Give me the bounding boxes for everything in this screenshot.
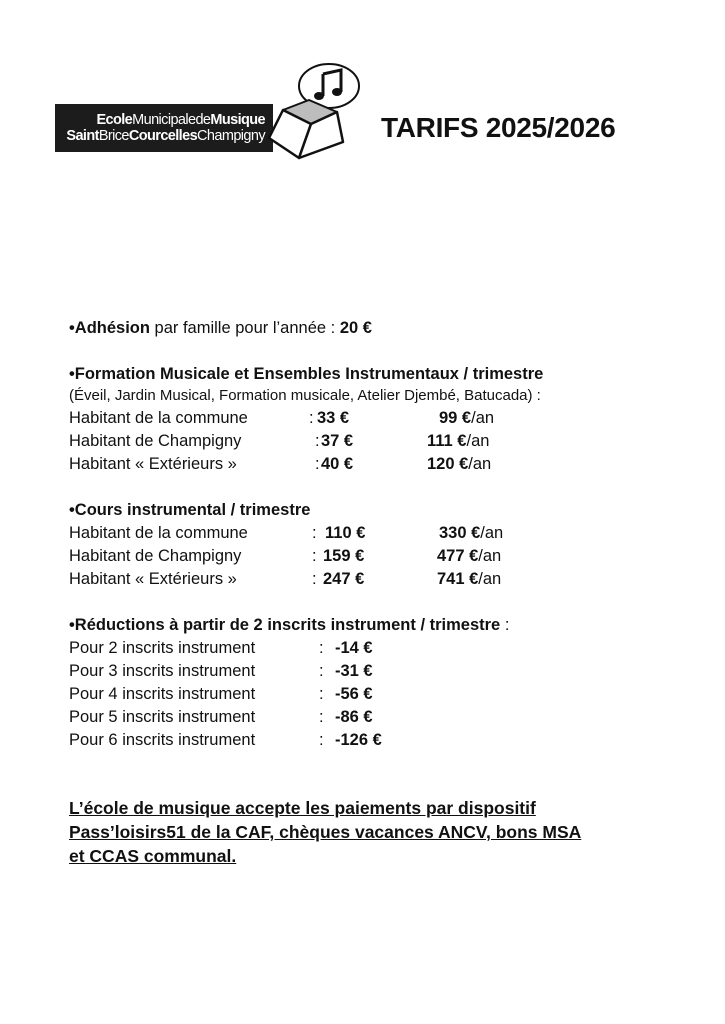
row-discount: -126 €: [335, 731, 382, 749]
row-year-price: 330 €: [439, 524, 481, 542]
row-price: 110 €: [325, 524, 366, 542]
row-discount: -14 €: [335, 639, 373, 657]
row-colon: :: [319, 662, 324, 680]
logo-word: Brice: [98, 128, 129, 144]
row-unit: /an: [478, 547, 502, 565]
reduction-row: [69, 661, 669, 681]
cours-row: [69, 523, 669, 543]
row-colon: :: [319, 731, 324, 749]
logo-line-2: [66, 129, 265, 144]
logo-word: Ecole: [96, 112, 133, 128]
row-colon: :: [319, 639, 324, 657]
logo-word: Champigny: [197, 128, 265, 144]
row-colon: :: [315, 455, 320, 473]
row-year-price: 120 €: [427, 455, 469, 473]
payment-notice-line: et CCAS communal.: [69, 846, 237, 866]
reduction-row: [69, 707, 669, 727]
reductions-heading-colon: :: [500, 616, 510, 634]
page-title: TARIFS 2025/2026: [381, 112, 616, 143]
row-unit: /an: [478, 570, 502, 588]
formation-heading: •Formation Musicale et Ensembles Instrumentaux / trimestre: [69, 365, 544, 383]
adhesion-description: par famille pour l’année :: [149, 319, 340, 337]
row-colon: :: [312, 570, 317, 588]
row-label: Habitant de Champigny: [69, 547, 242, 565]
reductions-heading-line: [69, 615, 509, 635]
row-price: 40 €: [321, 455, 354, 473]
cours-row: [69, 569, 669, 589]
row-price: 247 €: [323, 570, 365, 588]
cours-heading: •Cours instrumental / trimestre: [69, 501, 311, 519]
formation-row: [69, 454, 669, 474]
row-discount: -86 €: [335, 708, 373, 726]
row-label: Habitant de Champigny: [69, 432, 242, 450]
row-label: Habitant de la commune: [69, 409, 248, 427]
school-logo: [55, 62, 365, 172]
logo-banner: [55, 104, 273, 152]
row-discount: -31 €: [335, 662, 373, 680]
row-colon: :: [309, 409, 314, 427]
row-label: Pour 2 inscrits instrument: [69, 639, 256, 657]
row-colon: :: [312, 547, 317, 565]
payment-notice-line: Pass’loisirs51 de la CAF, chèques vacances ANCV, bons MSA: [69, 822, 582, 842]
row-unit: /an: [480, 524, 504, 542]
row-label: Habitant « Extérieurs »: [69, 570, 237, 588]
cours-row: [69, 546, 669, 566]
bullet: •: [69, 319, 75, 337]
payment-notice-line: L’école de musique accepte les paiements par dispositif: [69, 798, 536, 818]
row-year-price: 477 €: [437, 547, 479, 565]
logo-line-1: [96, 113, 265, 128]
adhesion-label: Adhésion: [74, 319, 150, 337]
logo-word: Municipalede: [132, 112, 211, 128]
row-label: Pour 6 inscrits instrument: [69, 731, 256, 749]
row-unit: /an: [466, 432, 490, 450]
row-label: Pour 5 inscrits instrument: [69, 708, 256, 726]
reduction-row: [69, 730, 669, 750]
adhesion-price: 20 €: [339, 319, 372, 337]
row-label: Pour 4 inscrits instrument: [69, 685, 256, 703]
row-price: 159 €: [323, 547, 365, 565]
row-year-price: 741 €: [437, 570, 479, 588]
row-colon: :: [312, 524, 317, 542]
reductions-heading: •Réductions à partir de 2 inscrits instrument / trimestre: [69, 616, 501, 634]
row-label: Pour 3 inscrits instrument: [69, 662, 256, 680]
row-price: 33 €: [317, 409, 350, 427]
row-label: Habitant de la commune: [69, 524, 248, 542]
music-note-box-icon: [263, 62, 363, 172]
row-unit: /an: [468, 455, 492, 473]
row-colon: :: [315, 432, 320, 450]
formation-row: [69, 408, 669, 428]
logo-word: Musique: [210, 112, 265, 128]
row-unit: /an: [471, 409, 495, 427]
row-discount: -56 €: [335, 685, 373, 703]
row-label: Habitant « Extérieurs »: [69, 455, 237, 473]
row-colon: :: [319, 708, 324, 726]
payment-notice: [69, 796, 669, 868]
reduction-row: [69, 684, 669, 704]
logo-word: Saint: [66, 128, 99, 144]
row-year-price: 99 €: [439, 409, 472, 427]
adhesion-line: [69, 318, 372, 338]
row-colon: :: [319, 685, 324, 703]
formation-row: [69, 431, 669, 451]
formation-subtitle: (Éveil, Jardin Musical, Formation musicale, Atelier Djembé, Batucada) :: [69, 387, 541, 404]
logo-word: Courcelles: [128, 128, 198, 144]
row-price: 37 €: [321, 432, 354, 450]
reduction-row: [69, 638, 669, 658]
row-year-price: 111 €: [427, 432, 467, 450]
